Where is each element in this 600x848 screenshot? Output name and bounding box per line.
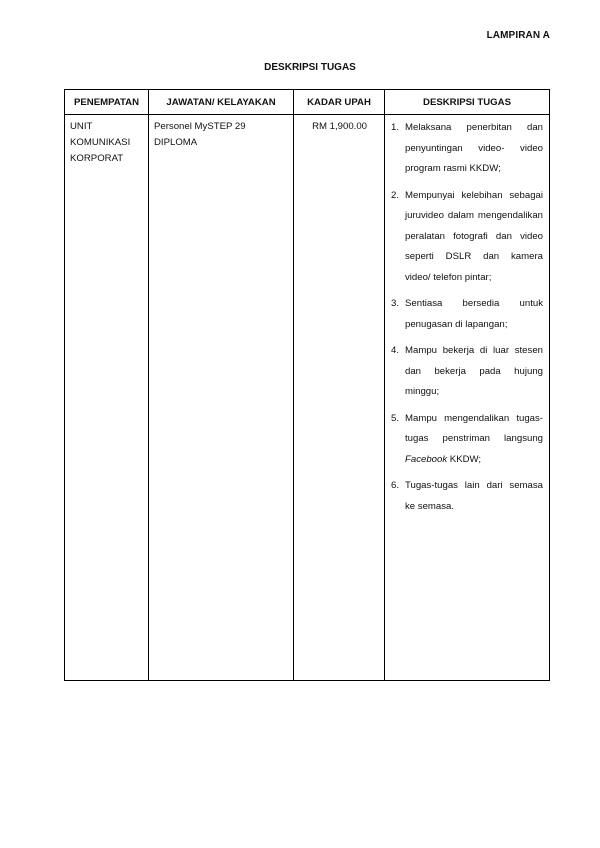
placement-line: KOMUNIKASI bbox=[70, 137, 131, 148]
job-description-table bbox=[64, 89, 550, 681]
list-item bbox=[391, 118, 543, 180]
list-item bbox=[391, 476, 543, 517]
table-row bbox=[65, 115, 550, 681]
post-title: Personel MySTEP 29 bbox=[154, 121, 246, 132]
list-item bbox=[391, 341, 543, 403]
description-cell bbox=[385, 115, 550, 681]
list-item bbox=[391, 409, 543, 471]
header-placement: PENEMPATAN bbox=[65, 90, 149, 115]
header-description: DESKRIPSI TUGAS bbox=[385, 90, 550, 115]
duty-text-after: KKDW; bbox=[447, 453, 482, 465]
post-qualification: DIPLOMA bbox=[154, 137, 198, 148]
table-header-row bbox=[65, 90, 550, 115]
post-cell bbox=[149, 115, 294, 681]
attachment-label: LAMPIRAN A bbox=[486, 30, 550, 41]
duty-text: Mempunyai kelebihan sebagai juruvideo dalam mengendalikan peralatan fotografi dan video seperti DSLR dan kamera video/ telefon pintar; bbox=[405, 189, 543, 283]
duty-number: 4. bbox=[391, 345, 400, 356]
duty-text: Melaksana penerbitan dan penyuntingan video- video program rasmi KKDW; bbox=[405, 122, 543, 174]
duty-number: 5. bbox=[391, 412, 400, 424]
duty-number: 6. bbox=[391, 480, 400, 491]
duty-number: 3. bbox=[391, 298, 400, 309]
list-item bbox=[391, 294, 543, 335]
header-wage: KADAR UPAH bbox=[294, 90, 385, 115]
duty-text: Mampu bekerja di luar stesen dan bekerja pada hujung minggu; bbox=[405, 345, 543, 397]
wage-cell bbox=[294, 115, 385, 681]
duty-text bbox=[405, 409, 543, 471]
list-item bbox=[391, 186, 543, 289]
placement-line: UNIT bbox=[70, 121, 93, 132]
placement-cell bbox=[65, 115, 149, 681]
duties-list bbox=[385, 115, 549, 517]
duty-text-before: Mampu mengendalikan tugas-tugas penstriman langsung bbox=[405, 412, 543, 444]
duty-text: Sentiasa bersedia untuk penugasan di lapangan; bbox=[405, 298, 543, 330]
placement-line: KORPORAT bbox=[70, 153, 124, 164]
duty-number: 2. bbox=[391, 189, 400, 201]
duty-text-italic: Facebook bbox=[405, 453, 448, 465]
duty-number: 1. bbox=[391, 122, 400, 133]
wage-value: RM 1,900.00 bbox=[312, 121, 367, 132]
header-post: JAWATAN/ KELAYAKAN bbox=[149, 90, 294, 115]
duty-text: Tugas-tugas lain dari semasa ke semasa. bbox=[405, 480, 543, 512]
document-title: DESKRIPSI TUGAS bbox=[264, 62, 356, 73]
